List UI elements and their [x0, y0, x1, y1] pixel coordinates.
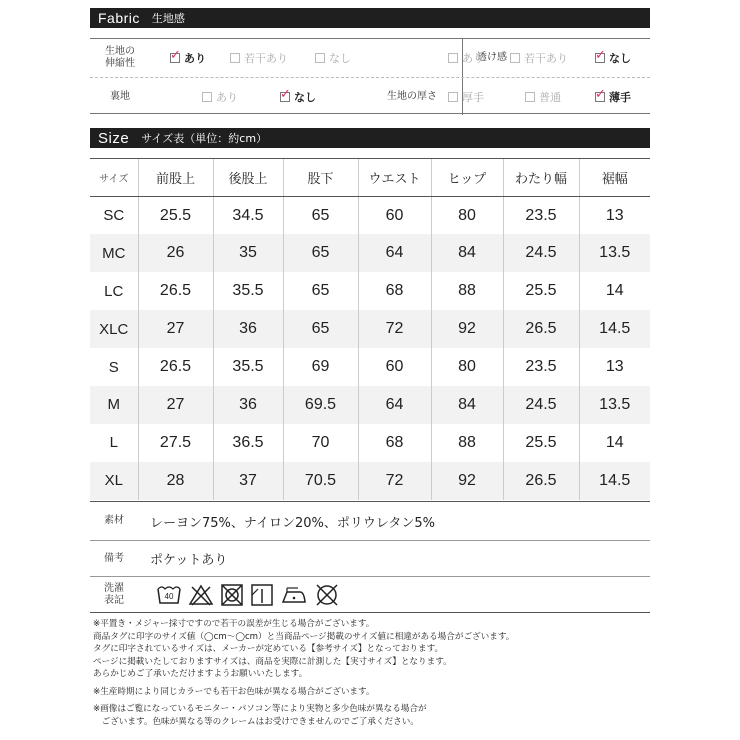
size-value-cell: 13.5 — [579, 386, 650, 424]
size-table-body — [90, 197, 650, 500]
size-value-cell: 26.5 — [503, 462, 579, 500]
size-value-cell: 69 — [283, 348, 358, 386]
size-value-cell: 27 — [138, 310, 213, 348]
footnote-line: ページに掲載いたしておりますサイズは、商品を実際に計測した【実寸サイズ】となります。 — [93, 656, 452, 667]
size-value-cell: 37 — [213, 462, 283, 500]
size-value-cell: 36 — [213, 386, 283, 424]
checkbox-checked-icon — [595, 48, 606, 63]
checkbox-checked-icon — [170, 48, 181, 63]
lining-label-text: 裏地 — [110, 91, 130, 102]
size-value-cell: 84 — [431, 386, 503, 424]
footnote-line: タグに印字されているサイズは、メーカーが定めている【参考サイズ】となっております。 — [93, 644, 444, 654]
size-value-cell: 36 — [213, 310, 283, 348]
drip-dry-icon — [250, 583, 274, 607]
sheer-option-0 — [448, 39, 484, 77]
material-label: 素材 — [104, 515, 124, 526]
size-label-cell: SC — [103, 207, 125, 225]
size-value-cell: 65 — [283, 197, 358, 235]
size-row — [90, 386, 650, 424]
size-label-cell: LC — [104, 282, 124, 300]
thickness-label-text: 生地の厚さ — [387, 91, 437, 102]
stretch-option-2 — [315, 39, 351, 77]
info-section — [90, 501, 650, 612]
material-row — [90, 502, 650, 540]
size-row — [90, 424, 650, 462]
iron-low-icon — [280, 583, 308, 607]
size-value-cell: 64 — [358, 234, 431, 272]
thickness-option-1 — [525, 78, 561, 116]
size-value-cell: 23.5 — [503, 197, 579, 235]
checkbox-icon — [202, 92, 212, 102]
check-mark-icon: ✓ — [280, 87, 291, 102]
size-value-cell: 35.5 — [213, 272, 283, 310]
footnote-line: あらかじめご了承いただけますようお願いいたします。 — [93, 669, 308, 679]
size-value-cell: 68 — [358, 272, 431, 310]
check-mark-icon: ✓ — [170, 48, 181, 63]
size-row — [90, 310, 650, 348]
footnote-line: ※生産時期により同じカラーでも若干お色味が異なる場合がございます。 — [93, 686, 375, 697]
size-value-cell: 13 — [579, 348, 650, 386]
size-value-cell: 60 — [358, 348, 431, 386]
size-value-cell: 25.5 — [503, 424, 579, 462]
size-value-cell: 92 — [431, 310, 503, 348]
size-col-header: 股下 — [283, 159, 358, 197]
footnote-line: ございます。色味が異なる等のクレームはお受けできませんのでご了承ください。 — [93, 716, 419, 727]
fabric-table — [90, 38, 650, 114]
size-value-cell: 65 — [283, 234, 358, 272]
size-row — [90, 197, 650, 235]
sheer-option-label: なし — [609, 52, 631, 65]
size-value-cell: 64 — [358, 386, 431, 424]
stretch-label-text: 生地の 伸縮性 — [105, 46, 135, 69]
check-mark-icon: ✓ — [595, 48, 606, 63]
fabric-header — [90, 8, 650, 28]
checkbox-checked-icon — [595, 87, 606, 102]
stretch-option-0 — [170, 39, 206, 77]
size-value-cell: 26.5 — [138, 272, 213, 310]
material-value: レーヨン75%、ナイロン20%、ポリウレタン5% — [150, 515, 435, 531]
stretch-option-1 — [230, 39, 288, 77]
size-col-header: サイズ — [90, 159, 138, 197]
size-value-cell: 26.5 — [503, 310, 579, 348]
size-value-cell: 80 — [431, 348, 503, 386]
stretch-option-label: 若干あり — [244, 52, 288, 65]
fabric-row-1 — [90, 39, 650, 77]
lining-option-label: あり — [216, 91, 238, 104]
no-dry-clean-icon — [314, 583, 340, 607]
size-row — [90, 462, 650, 500]
stretch-option-label: あり — [184, 52, 206, 65]
lining-option-1 — [280, 78, 316, 116]
size-value-cell: 25.5 — [503, 272, 579, 310]
size-value-cell: 70.5 — [283, 462, 358, 500]
size-label-cell: XLC — [90, 310, 138, 348]
size-table — [90, 158, 650, 500]
size-value-cell: 72 — [358, 462, 431, 500]
size-value-cell: 84 — [431, 234, 503, 272]
size-label-cell: S — [108, 358, 119, 376]
size-col-header: ヒップ — [431, 159, 503, 197]
size-value-cell: 24.5 — [503, 386, 579, 424]
checkbox-icon — [448, 53, 458, 63]
care-label: 洗濯 表記 — [104, 582, 124, 606]
checkbox-icon — [315, 53, 325, 63]
notes-value: ポケットあり — [150, 553, 228, 568]
notes-row — [90, 540, 650, 576]
lining-label — [90, 78, 150, 116]
size-value-cell: 14 — [579, 424, 650, 462]
size-value-cell: 34.5 — [213, 197, 283, 235]
size-value-cell: 14.5 — [579, 310, 650, 348]
thickness-option-0 — [448, 78, 484, 116]
size-value-cell: 68 — [358, 424, 431, 462]
check-mark-icon: ✓ — [595, 87, 606, 102]
size-value-cell: 14 — [579, 272, 650, 310]
footnote-line: 商品タグに印字のサイズ値（◯cm〜◯cm）と当商品ページ掲載のサイズ値に相違がある場合がございます。 — [93, 631, 515, 642]
footnote-line: ※画像はご覧になっているモニター・パソコン等により実物と多少色味が異なる場合が — [93, 704, 427, 714]
wash-temp-text: 40 — [164, 591, 174, 601]
stretch-label — [90, 39, 150, 77]
size-row — [90, 234, 650, 272]
sheer-option-1 — [510, 39, 568, 77]
size-label-cell: M — [90, 386, 138, 424]
notes-label: 備考 — [104, 552, 124, 564]
wash-40-icon — [156, 583, 182, 607]
size-col-header: 前股上 — [138, 159, 213, 197]
size-value-cell: 88 — [431, 424, 503, 462]
sheer-option-2 — [595, 39, 631, 77]
size-value-cell: 14.5 — [579, 462, 650, 500]
size-label-cell: XL — [90, 462, 138, 500]
size-label-cell: L — [109, 434, 118, 452]
thickness-option-label: 薄手 — [609, 91, 631, 104]
thickness-option-label: 厚手 — [462, 91, 484, 104]
size-header-title-jp: サイズ表（単位：約cm） — [141, 132, 268, 145]
size-header — [90, 128, 650, 148]
size-row — [90, 272, 650, 310]
size-value-cell: 35.5 — [213, 348, 283, 386]
care-row — [90, 576, 650, 612]
size-label-cell: MC — [90, 234, 138, 272]
size-col-header: ウエスト — [358, 159, 431, 197]
sheer-option-label: 若干あり — [524, 52, 568, 65]
sheer-label-text: 透け感 — [477, 52, 507, 63]
thickness-option-2 — [595, 78, 631, 116]
sheer-option-label: あり — [462, 52, 484, 65]
footnotes — [93, 618, 653, 728]
size-value-cell: 27.5 — [138, 424, 213, 462]
lining-option-0 — [202, 78, 238, 116]
size-value-cell: 13.5 — [579, 234, 650, 272]
size-value-cell: 80 — [431, 197, 503, 235]
no-bleach-icon — [188, 583, 214, 607]
no-tumble-dry-icon — [220, 583, 244, 607]
checkbox-icon — [510, 53, 520, 63]
size-table-header-row — [90, 159, 650, 197]
size-col-header: 後股上 — [213, 159, 283, 197]
size-value-cell: 60 — [358, 197, 431, 235]
fabric-row-2 — [90, 77, 650, 115]
size-value-cell: 69.5 — [283, 386, 358, 424]
size-value-cell: 27 — [138, 386, 213, 424]
care-icons-container — [138, 583, 650, 607]
size-value-cell: 23.5 — [503, 348, 579, 386]
size-value-cell: 35 — [213, 234, 283, 272]
footnote-line: ※平置き・メジャー採寸ですので若干の誤差が生じる場合がございます。 — [93, 619, 375, 629]
size-value-cell: 72 — [358, 310, 431, 348]
checkbox-icon — [448, 92, 458, 102]
size-value-cell: 65 — [283, 272, 358, 310]
checkbox-checked-icon — [280, 87, 291, 102]
size-value-cell: 36.5 — [213, 424, 283, 462]
size-value-cell: 88 — [431, 272, 503, 310]
stretch-option-label: なし — [329, 52, 351, 65]
size-value-cell: 24.5 — [503, 234, 579, 272]
size-header-title-en: Size — [98, 129, 130, 147]
size-value-cell: 92 — [431, 462, 503, 500]
size-col-header: わたり幅 — [503, 159, 579, 197]
fabric-header-title-jp: 生地感 — [151, 12, 185, 25]
lining-option-label: なし — [294, 91, 316, 104]
size-value-cell: 28 — [138, 462, 213, 500]
size-col-header: 裾幅 — [579, 159, 650, 197]
thickness-label — [372, 78, 452, 116]
size-value-cell: 65 — [283, 310, 358, 348]
size-row — [90, 348, 650, 386]
info-bottom-rule — [90, 612, 650, 613]
checkbox-icon — [230, 53, 240, 63]
size-value-cell: 13 — [579, 197, 650, 235]
size-value-cell: 25.5 — [138, 197, 213, 235]
checkbox-icon — [525, 92, 535, 102]
size-value-cell: 70 — [283, 424, 358, 462]
size-value-cell: 26.5 — [138, 348, 213, 386]
size-value-cell: 26 — [138, 234, 213, 272]
thickness-option-label: 普通 — [539, 91, 561, 104]
fabric-header-title-en: Fabric — [98, 10, 140, 26]
